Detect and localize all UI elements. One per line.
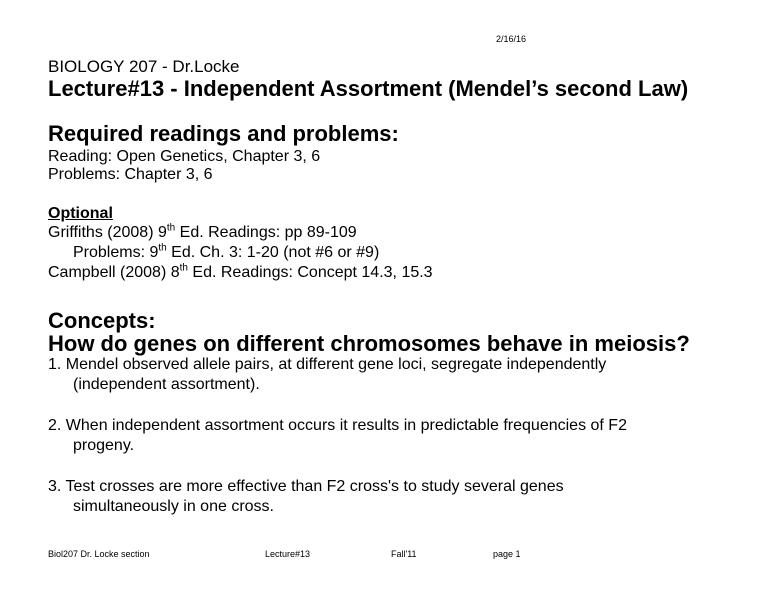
problems-sup: th [158,242,167,254]
optional-griffiths-line [48,224,357,242]
griffiths-text-b: Ed. Readings: pp 89-109 [175,224,357,241]
concept-item-line: 3. Test crosses are more effective than F2 cross's to study several genes [48,478,564,495]
concept-item-2 [48,416,627,456]
problems-line: Problems: Chapter 3, 6 [48,166,213,183]
concept-item-3 [48,477,564,517]
footer-section: Biol207 Dr. Locke section [48,549,150,559]
optional-problems-line [73,244,379,262]
footer-page: page 1 [493,549,521,559]
campbell-text-b: Ed. Readings: Concept 14.3, 15.3 [187,264,433,281]
optional-campbell-line [48,264,433,282]
concepts-heading: Concepts: [48,308,156,333]
optional-heading: Optional [48,205,113,222]
concept-item-line: 2. When independent assortment occurs it results in predictable frequencies of F2 [48,417,627,434]
footer-lecture: Lecture#13 [265,549,311,559]
concept-item-line: progeny. [73,437,135,454]
problems-text-a: Problems: 9 [73,244,159,261]
lecture-title: Lecture#13 - Independent Assortment (Mendel’s second Law) [48,76,689,101]
concept-item-line: simultaneously in one cross. [73,498,274,515]
concept-item-1 [48,355,606,395]
concepts-question: How do genes on different chromosomes behave in meiosis? [48,331,690,356]
concept-item-line: (independent assortment). [73,376,260,393]
campbell-sup: th [179,262,188,274]
date-stamp: 2/16/16 [496,34,527,44]
griffiths-text-a: Griffiths (2008) 9 [48,224,167,241]
concept-item-line: 1. Mendel observed allele pairs, at different gene loci, segregate independently [48,356,607,373]
griffiths-sup: th [166,222,176,234]
readings-heading: Required readings and problems: [48,121,399,146]
footer-term: Fall'11 [391,549,417,559]
reading-line: Reading: Open Genetics, Chapter 3, 6 [48,148,321,165]
campbell-text-a: Campbell (2008) 8 [48,264,180,281]
problems-text-b: Ed. Ch. 3: 1-20 (not #6 or #9) [166,244,380,261]
course-title: BIOLOGY 207 - Dr.Locke [48,57,240,76]
